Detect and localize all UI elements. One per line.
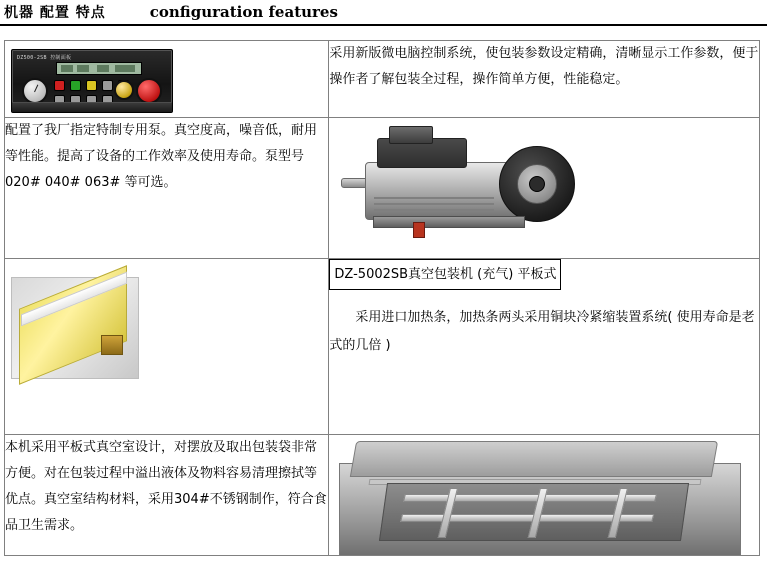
machine-lid (350, 441, 718, 477)
control-panel-face (11, 49, 173, 113)
control-panel-cell (5, 41, 329, 118)
table-row (5, 435, 760, 556)
vacuum-pump-cell (329, 118, 760, 259)
panel-knob-yellow (114, 80, 134, 100)
header-title-en: configuration features (149, 3, 338, 21)
heating-bar-description: 采用进口加热条，加热条两头采用铜块冷紧缩装置系统( 使用寿命是老式的几倍 ) (329, 310, 755, 353)
panel-button-red (54, 80, 65, 91)
panel-emergency-stop (136, 78, 162, 104)
table-row (5, 259, 760, 435)
heating-bar-photo (5, 259, 328, 434)
features-table (4, 40, 760, 556)
pump-oil-cap (389, 126, 433, 144)
chamber-description: 本机采用平板式真空室设计，对摆放及取出包装袋非常方便。对在包装过程中溢出液体及物料容易清理擦拭等优点。真空室结构材料，采用304#不锈钢制作，符合食品卫生需求。 (5, 440, 327, 533)
model-label-badge: DZ-5002SB真空包装机 (充气) 平板式 (329, 259, 561, 290)
control-system-description-cell (329, 41, 760, 118)
control-system-description: 采用新版微电脑控制系统，使包装参数设定精确，清晰显示工作参数，便于操作者了解包装全过程，操作简单方便，性能稳定。 (329, 46, 759, 87)
heating-bar-description-cell (329, 259, 760, 435)
machine-vacuum-chamber (379, 483, 689, 541)
heating-bar-copper-end (101, 335, 123, 355)
table-row (5, 118, 760, 259)
control-panel-model-label: DZ500-2SB 控制面板 (17, 55, 72, 61)
chamber-description-cell (5, 435, 329, 556)
vacuum-chamber-machine-photo (329, 435, 759, 555)
page-header (0, 0, 767, 26)
pump-description-cell (5, 118, 329, 259)
control-panel-gauge (22, 78, 48, 104)
heating-bar-cell (5, 259, 329, 435)
pump-base (373, 216, 525, 228)
control-panel-display (56, 62, 142, 75)
pump-description: 配置了我厂指定特制专用泵。真空度高，噪音低，耐用等性能。提高了设备的工作效率及使用寿命。泵型号 020# 040# 063# 等可选。 (5, 123, 318, 190)
vacuum-pump-photo (329, 118, 759, 258)
table-row (5, 41, 760, 118)
control-panel-photo (5, 41, 328, 117)
panel-button-yellow (86, 80, 97, 91)
panel-button-grey (102, 80, 113, 91)
pump-body (365, 162, 517, 220)
panel-button-green (70, 80, 81, 91)
header-title-cn: 机器 配置 特点 (4, 5, 106, 21)
panel-bottom-strip (12, 102, 172, 112)
pump-drain-valve (413, 222, 425, 238)
machine-photo-cell (329, 435, 760, 556)
